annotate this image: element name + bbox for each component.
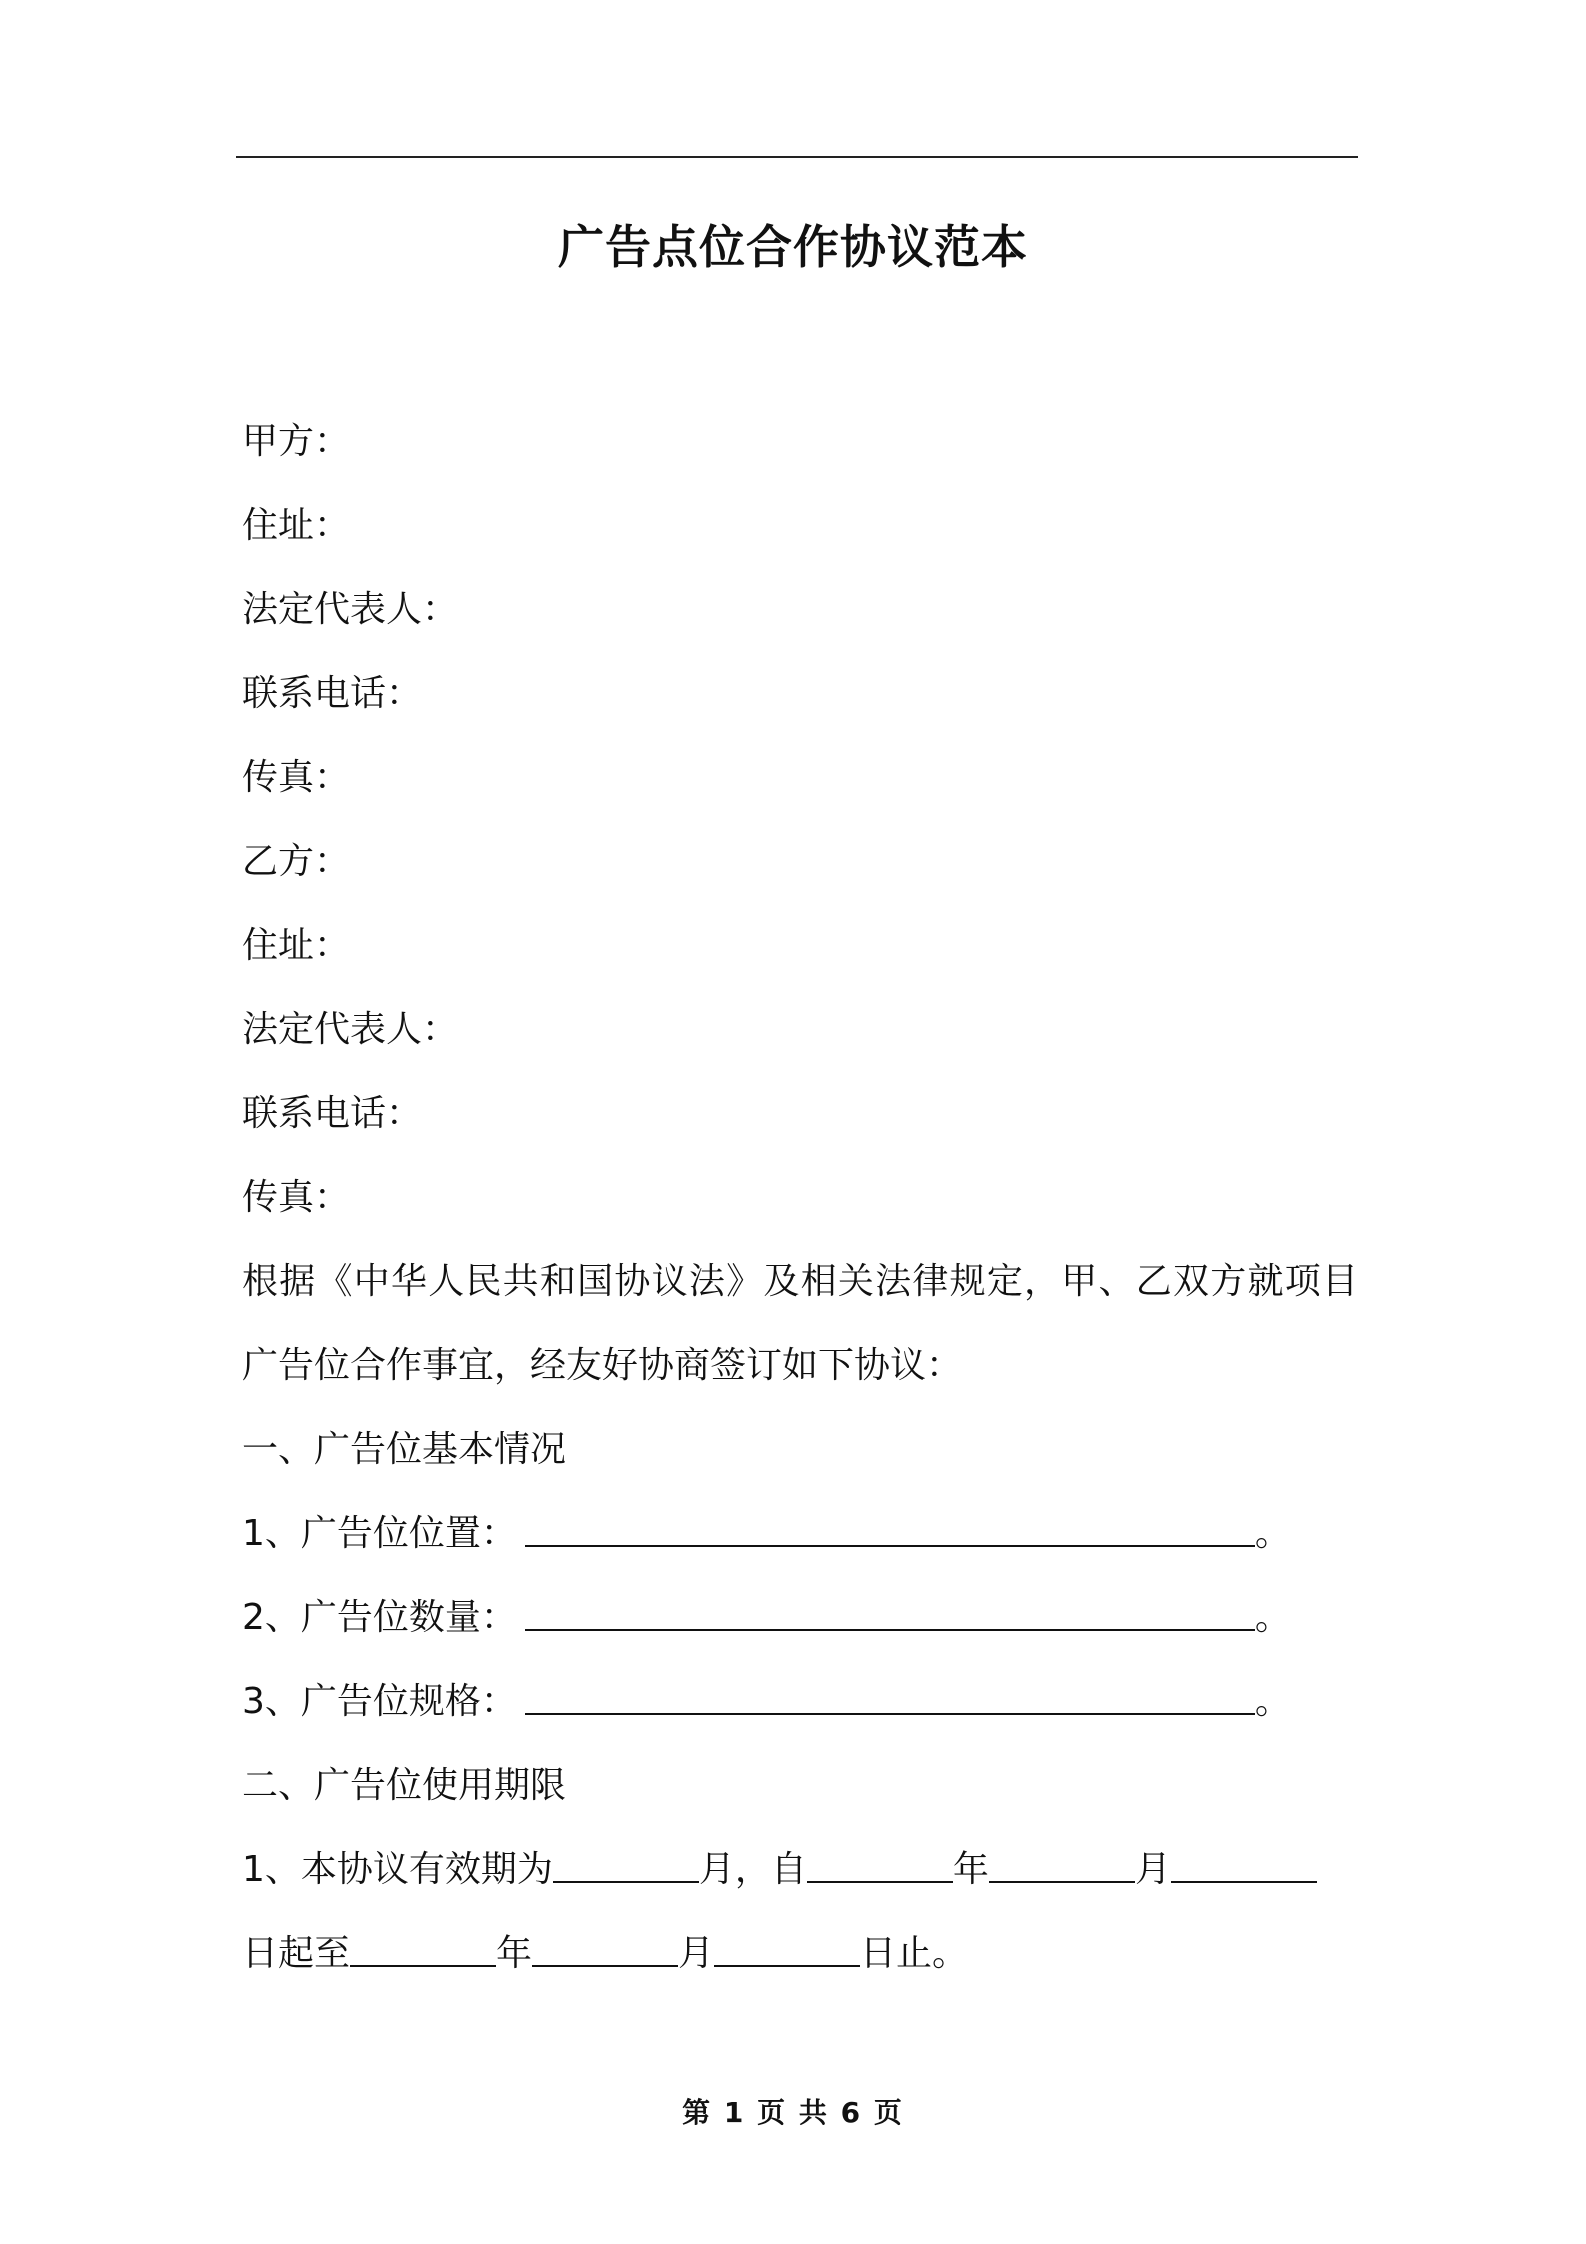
term-clause-line-2: [242, 1912, 1358, 1996]
party-b-address-field: 住址：: [242, 925, 351, 966]
term-clause-text-7: 月: [678, 1933, 715, 1974]
start-year-blank: [807, 1839, 953, 1883]
section-1-heading: 一、广告位基本情况: [242, 1429, 567, 1470]
section-2-heading: 二、广告位使用期限: [242, 1765, 567, 1806]
ad-spec-end: 。: [1254, 1681, 1291, 1722]
page-indicator: 第 1 页 共 6 页: [682, 2096, 904, 2129]
party-a-address-field: 住址：: [242, 505, 351, 546]
preamble-line-1: 根据《中华人民共和国协议法》及相关法律规定，甲、乙双方就项目: [242, 1261, 1358, 1302]
party-a-fax-field: 传真：: [242, 757, 351, 798]
end-day-blank: [714, 1923, 860, 1967]
term-clause-text-5: 日起至: [242, 1933, 351, 1974]
end-month-blank: [532, 1923, 678, 1967]
ad-quantity-item: [242, 1576, 1358, 1660]
term-clause-text-6: 年: [496, 1933, 533, 1974]
party-b-phone-field: 联系电话：: [242, 1093, 423, 1134]
party-b-fax-field: 传真：: [242, 1177, 351, 1218]
ad-spec-item: [242, 1660, 1358, 1744]
term-clause-text-4: 月: [1134, 1849, 1171, 1890]
term-clause-line-1: [242, 1828, 1358, 1912]
start-day-blank: [1171, 1839, 1317, 1883]
party-a-legal-rep-field: 法定代表人：: [242, 589, 459, 630]
term-clause-text-1: 1、本协议有效期为: [242, 1849, 553, 1890]
term-clause-text-8: 日止。: [860, 1933, 969, 1974]
ad-location-blank: [525, 1503, 1255, 1547]
start-month-blank: [989, 1839, 1135, 1883]
party-b-legal-rep-field: 法定代表人：: [242, 1009, 459, 1050]
party-a-name-field: 甲方：: [242, 421, 351, 462]
term-clause-text-3: 年: [952, 1849, 989, 1890]
ad-quantity-label: 2、广告位数量：: [242, 1597, 517, 1638]
ad-location-label: 1、广告位位置：: [242, 1513, 517, 1554]
preamble-line-2: 广告位合作事宜，经友好协商签订如下协议：: [242, 1345, 963, 1386]
ad-quantity-blank: [525, 1587, 1255, 1631]
term-clause-text-2: 月，自: [698, 1849, 807, 1890]
term-months-blank: [553, 1839, 699, 1883]
party-a-phone-field: 联系电话：: [242, 673, 423, 714]
header-rule: [236, 156, 1358, 158]
ad-location-end: 。: [1254, 1513, 1291, 1554]
end-year-blank: [350, 1923, 496, 1967]
ad-location-item: [242, 1492, 1358, 1576]
ad-spec-blank: [525, 1671, 1255, 1715]
document-title: 广告点位合作协议范本: [558, 220, 1028, 274]
party-b-name-field: 乙方：: [242, 841, 351, 882]
ad-spec-label: 3、广告位规格：: [242, 1681, 517, 1722]
document-body: [242, 400, 1358, 1996]
ad-quantity-end: 。: [1254, 1597, 1291, 1638]
